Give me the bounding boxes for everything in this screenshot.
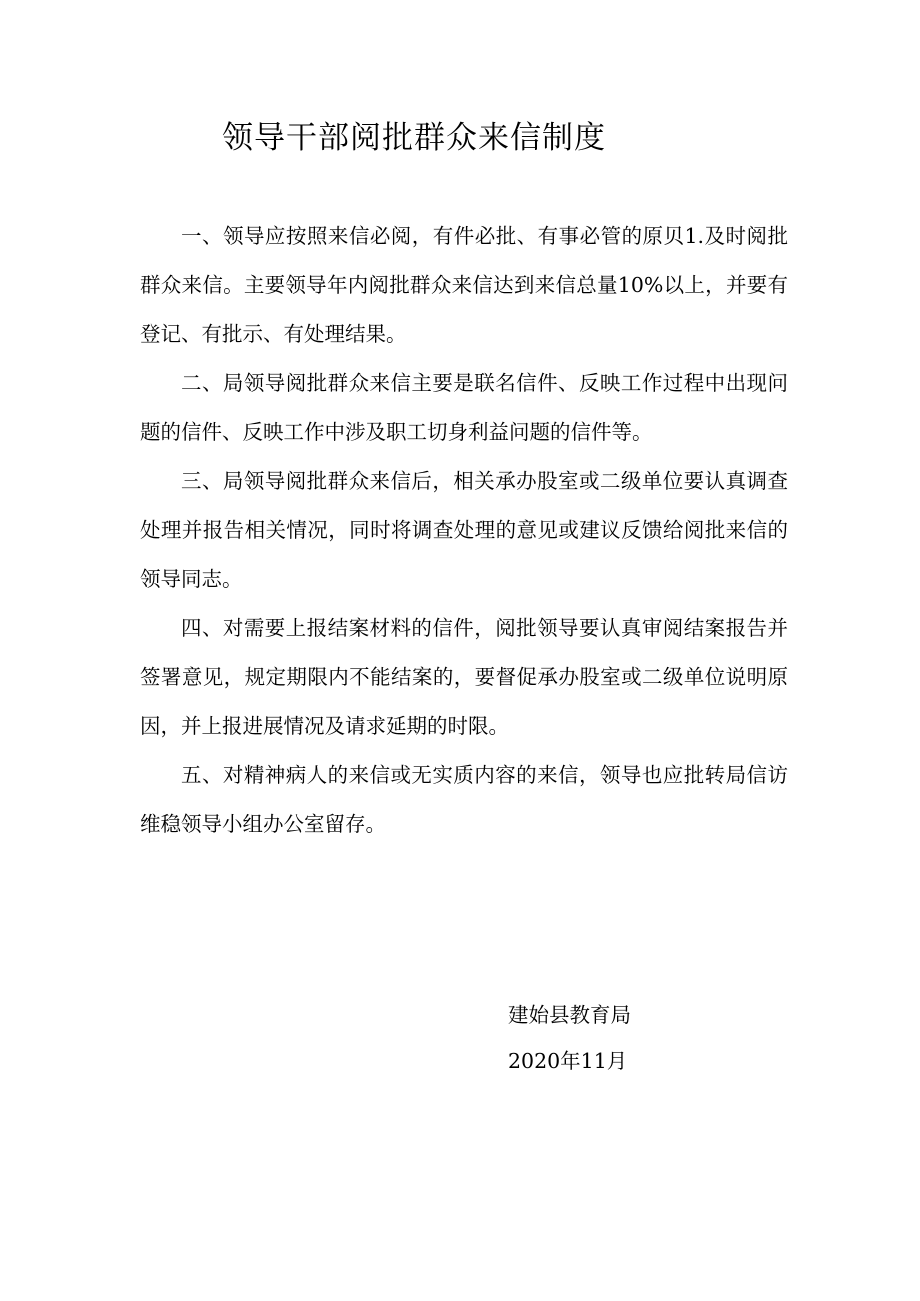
signature-date: 2020年11月 xyxy=(508,1049,628,1073)
paragraph-3: 三、局领导阅批群众来信后，相关承办股室或二级单位要认真调查处理并报告相关情况，同时将调查处理的意见或建议反馈给阅批来信的领导同志。 xyxy=(140,469,788,591)
paragraph-4: 四、对需要上报结案材料的信件，阅批领导要认真审阅结案报告并签署意见，规定期限内不能结案的，要督促承办股室或二级单位说明原因，并上报进展情况及请求延期的时限。 xyxy=(140,616,788,738)
paragraph-2: 二、局领导阅批群众来信主要是联名信件、反映工作过程中出现问题的信件、反映工作中涉及职工切身利益问题的信件等。 xyxy=(140,371,788,444)
document-body xyxy=(140,212,788,849)
signature-organization: 建始县教育局 xyxy=(508,1003,631,1027)
document-title: 领导干部阅批群众来信制度 xyxy=(222,120,606,156)
paragraph-5: 五、对精神病人的来信或无实质内容的来信，领导也应批转局信访维稳领导小组办公室留存。 xyxy=(140,763,788,836)
signature-block xyxy=(508,992,631,1084)
paragraph-1: 一、领导应按照来信必阅，有件必批、有事必管的原贝1.及时阅批群众来信。主要领导年内阅批群众来信达到来信总量10%以上，并要有登记、有批示、有处理结果。 xyxy=(140,224,788,346)
